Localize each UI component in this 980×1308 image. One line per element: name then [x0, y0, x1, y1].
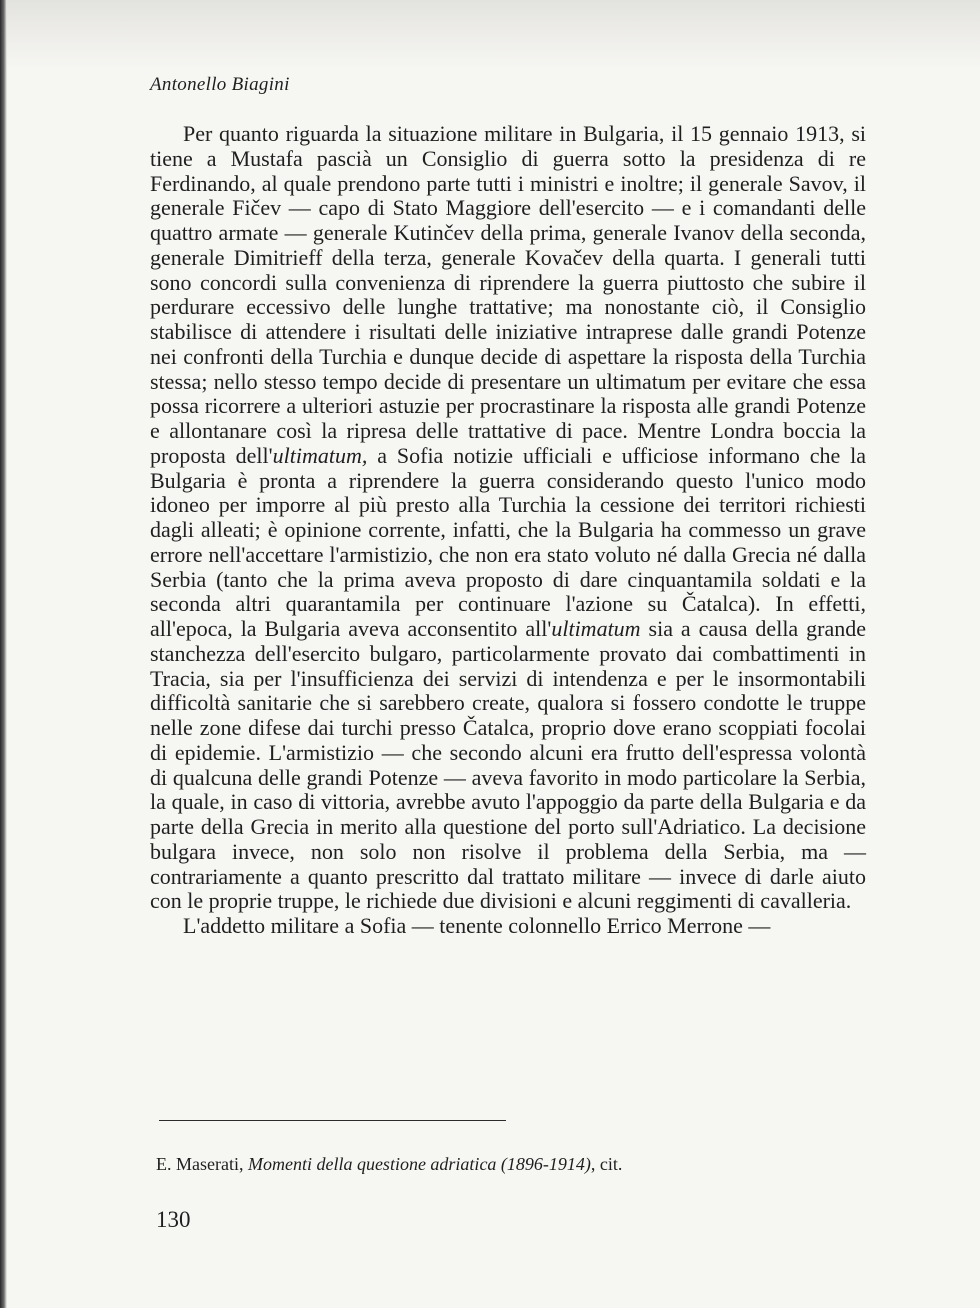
footnote-author: E. Maserati,: [156, 1154, 248, 1174]
paragraph: L'addetto militare a Sofia — tenente colonnello Errico Merrone —: [183, 913, 771, 938]
paragraph-text: sia a causa della grande stanchezza dell'esercito bulgaro, particolarmente provato dai combattimenti in Tracia, sia per l'insufficienza dei servizi di intendenza e per le insormontabili difficoltà sanitarie che si sarebbero create, qualora si fossero condotte le truppe nelle zone difese dai turchi presso Čatalca, proprio dove erano scoppiati focolai di epidemie. L'armistizio — che secondo alcuni era frutto dell'espressa volontà di qualcuna delle grandi Potenze — aveva favorito in modo particolare la Serbia, la quale, in caso di vittoria, avrebbe avuto l'appoggio da parte della Bulgaria e da parte della Grecia in merito alla questione del porto sull'Adriatico. La decisione bulgara invece, non solo non risolve il problema della Serbia, ma — contrariamente a quanto prescritto dal trattato militare — invece di darle aiuto con le proprie truppe, le richiede due divisioni e alcuni reggimenti di cavalleria.: [150, 616, 866, 914]
paragraph-text: Per quanto riguarda la situazione militare in Bulgaria, il 15 gennaio 1913, si tiene a Mustafa pascià un Consiglio di guerra sotto la presidenza di re Ferdinando, al quale prendono parte tutti i ministri e inoltre; il generale Savov, il generale Fičev — capo di Stato Maggiore dell'esercito — e i comandanti delle quattro armate — generale Kutinčev della prima, generale Ivanov della seconda, generale Dimitrieff della terza, generale Kovačev della quarta. I generali tutti sono concordi sulla convenienza di riprendere la guerra piuttosto che subire il perdurare eccessivo delle lunghe trattative; ma nonostante ciò, il Consiglio stabilisce di attendere i risultati delle iniziative intraprese dalle grandi Potenze nei confronti della Turchia e dunque decide di aspettare la risposta della Turchia stessa; nello stesso tempo decide di presentare un ultimatum per evitare che essa possa ricorrere a ulteriori astuzie per procrastinare la risposta alle grandi Potenze e allontanare così la ripresa delle trattative di pace. Mentre Londra boccia la proposta dell': [150, 121, 866, 468]
footnote: [156, 1154, 876, 1175]
scan-edge-left: [0, 0, 7, 1308]
page-number: 130: [156, 1207, 191, 1232]
footnote-title: Momenti della questione adriatica (1896-1914): [247, 1154, 591, 1174]
paragraph-text: a Sofia notizie ufficiali e ufficiose informano che la Bulgaria è pronta a riprendere la guerra considerando questo l'unico modo idoneo per imporre al più presto alla Turchia la cessione dei territori richiesti dagli alleati; è opinione corrente, infatti, che la Bulgaria ha commesso un grave errore nell'accettare l'armistizio, che non era stato voluto né dalla Grecia né dalla Serbia (tanto che la prima aveva proposto di dare cinquantamila soldati e la seconda altri quarantamila per continuare l'azione su Čatalca). In effetti, all'epoca, la Bulgaria aveva acconsentito all': [150, 442, 867, 641]
running-header-author: Antonello Biagini: [150, 74, 290, 95]
footnote-separator: [159, 1120, 506, 1121]
paragraph: [150, 122, 866, 914]
scan-shadow-top: [0, 0, 980, 70]
italic-term: ultimatum: [551, 616, 641, 641]
footnote-suffix: , cit.: [590, 1154, 623, 1174]
body-text: [150, 122, 866, 939]
italic-term: ultimatum,: [272, 442, 368, 468]
